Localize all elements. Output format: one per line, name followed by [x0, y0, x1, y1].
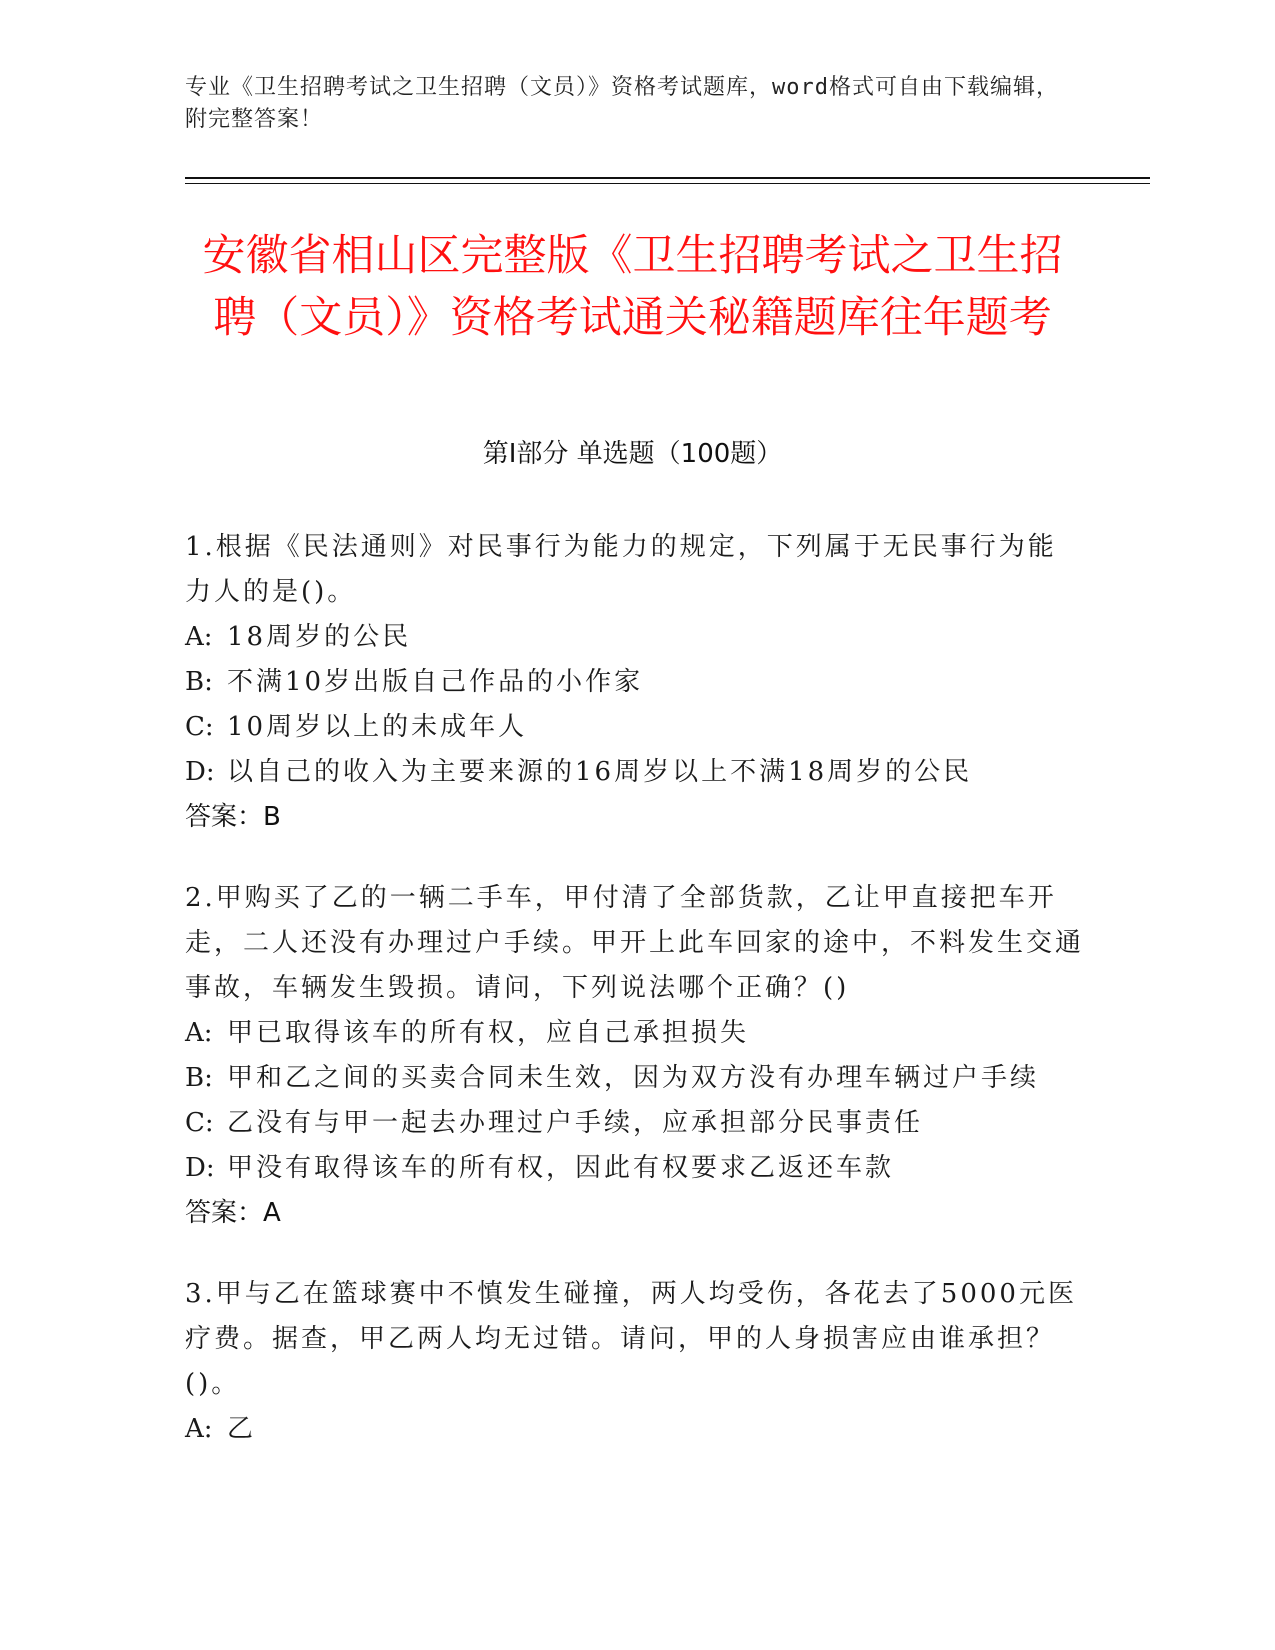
option-text: 乙	[227, 1414, 257, 1444]
answer-line: 答案：B	[185, 802, 281, 832]
option-text: 不满10岁出版自己作品的小作家	[227, 667, 644, 697]
option-b	[185, 660, 1085, 705]
option-c	[185, 1101, 1085, 1146]
option-c	[185, 705, 1085, 750]
option-b	[185, 1056, 1085, 1101]
question-2	[185, 876, 1085, 1236]
option-d	[185, 1146, 1085, 1191]
option-text: 10周岁以上的未成年人	[227, 712, 528, 742]
question-3	[185, 1272, 1085, 1452]
header-divider-thin	[185, 183, 1150, 184]
question-stem: 2.甲购买了乙的一辆二手车，甲付清了全部货款，乙让甲直接把车开走，二人还没有办理过户手续。甲开上此车回家的途中，不料发生交通事故，车辆发生毁损。请问，下列说法哪个正确？()	[185, 883, 1085, 1003]
option-key: D:	[185, 1153, 215, 1183]
header-divider-thick	[185, 177, 1150, 179]
option-key: B:	[185, 667, 213, 697]
option-key: A:	[185, 622, 213, 652]
header-note: 专业《卫生招聘考试之卫生招聘（文员）》资格考试题库，word格式可自由下载编辑，附完整答案！	[185, 75, 1059, 132]
option-text: 以自己的收入为主要来源的16周岁以上不满18周岁的公民	[227, 757, 973, 787]
document-title: 安徽省相山区完整版《卫生招聘考试之卫生招聘（文员）》资格考试通关秘籍题库往年题考	[202, 231, 1063, 343]
option-text: 甲和乙之间的买卖合同未生效，因为双方没有办理车辆过户手续	[227, 1063, 1040, 1093]
question-stem: 1.根据《民法通则》对民事行为能力的规定，下列属于无民事行为能力人的是()。	[185, 532, 1057, 607]
option-key: D:	[185, 757, 215, 787]
option-a	[185, 1407, 1085, 1452]
section-heading: 第Ⅰ部分 单选题（100题）	[482, 439, 783, 469]
option-text: 甲没有取得该车的所有权，因此有权要求乙返还车款	[227, 1153, 895, 1183]
option-a	[185, 615, 1085, 660]
option-key: C:	[185, 712, 214, 742]
option-d	[185, 750, 1085, 795]
question-list	[185, 525, 1085, 1488]
option-text: 甲已取得该车的所有权，应自己承担损失	[227, 1018, 750, 1048]
option-text: 乙没有与甲一起去办理过户手续，应承担部分民事责任	[227, 1108, 924, 1138]
option-key: B:	[185, 1063, 213, 1093]
option-key: A:	[185, 1414, 213, 1444]
answer-line: 答案：A	[185, 1198, 281, 1228]
question-stem: 3.甲与乙在篮球赛中不慎发生碰撞，两人均受伤，各花去了5000元医疗费。据查，甲乙两人均无过错。请问，甲的人身损害应由谁承担？()。	[185, 1279, 1077, 1399]
option-a	[185, 1011, 1085, 1056]
option-key: A:	[185, 1018, 213, 1048]
option-key: C:	[185, 1108, 214, 1138]
option-text: 18周岁的公民	[227, 622, 412, 652]
question-1	[185, 525, 1085, 840]
